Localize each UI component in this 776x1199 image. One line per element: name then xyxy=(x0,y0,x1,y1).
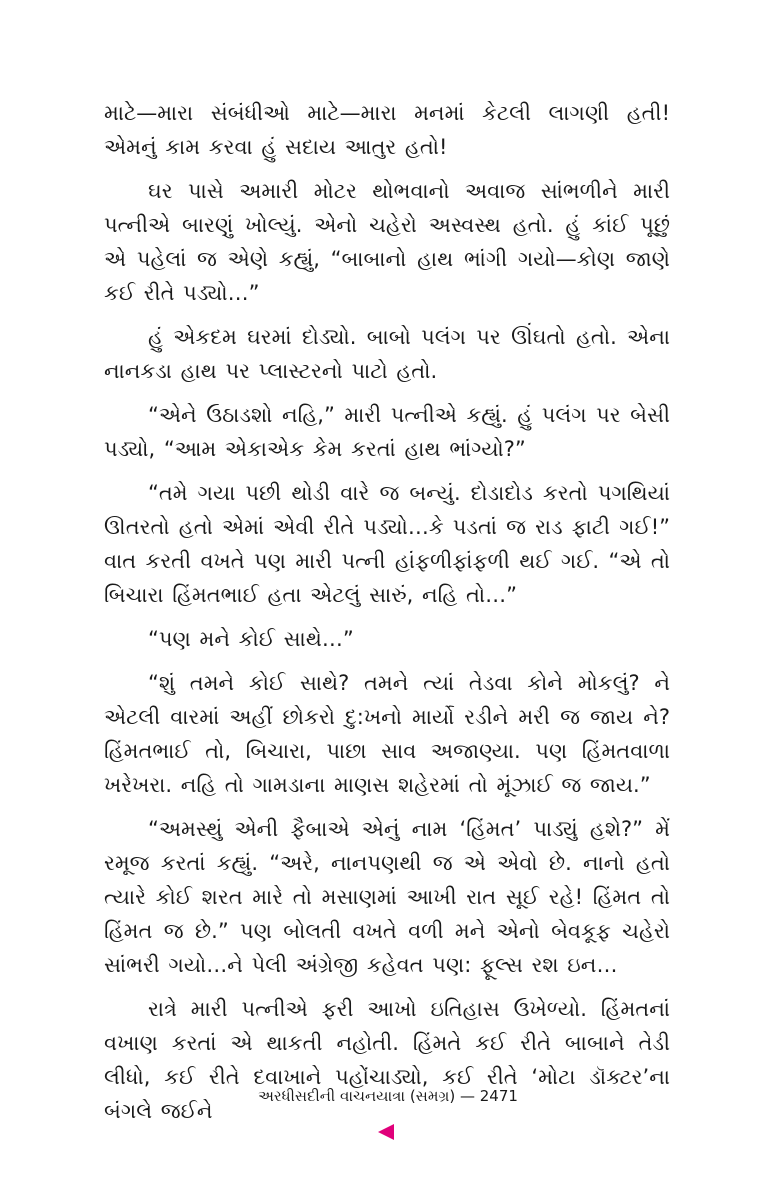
previous-page-arrow-icon[interactable] xyxy=(378,1124,394,1140)
paragraph-6: “પણ મને કોઈ સાથે…” xyxy=(148,627,354,651)
paragraph-5: “તમે ગયા પછી થોડી વારે જ બન્યું. દોડાદોડ કરતો પગથિયાં ઊતરતો હતો એમાં એવી રીતે પડ્યો…કે પડતાં જ રાડ ફાટી ગઈ!” વાત કરતી વખતે પણ મારી પત્ની હાંફળીફાંફળી થઈ ગઈ. “એ તો બિચારા હિંમતભાઈ હતા એટલું સારું, નહિ તો…” xyxy=(104,481,670,607)
paragraph-2: ઘર પાસે અમારી મોટર થોભવાનો અવાજ સાંભળીને મારી પત્નીએ બારણું ખોલ્યું. એનો ચહેરો અસ્વસ્થ હતો. હું કાંઈ પૂછું એ પહેલાં જ એણે કહ્યું, “બાબાનો હાથ ભાંગી ગયો—કોણ જાણે કઈ રીતે પડ્યો…” xyxy=(104,179,670,305)
page-footer: અરધીસદીની વાચનયાત્રા (સમગ્ર) — 2471 xyxy=(258,1087,518,1105)
paragraph-1: માટે—મારા સંબંધીઓ માટે—મારા મનમાં કેટલી લાગણી હતી! એમનું કામ કરવા હું સદાય આતુર હતો! xyxy=(104,101,670,159)
body-text xyxy=(104,96,670,1138)
paragraph-9: રાત્રે મારી પત્નીએ ફરી આખો ઇતિહાસ ઉખેળ્યો. હિંમતનાં વખાણ કરતાં એ થાકતી નહોતી. હિંમતે કઈ રીતે બાબાને તેડી લીધો, કઈ રીતે દવાખાને પહોંચાડ્યો, કઈ રીતે ‘મોટા ડૉક્ટર’ના બંગલે જઈને xyxy=(104,997,670,1123)
paragraph-4: “એને ઉઠાડશો નહિ,” મારી પત્નીએ કહ્યું. હું પલંગ પર બેસી પડ્યો, “આમ એકાએક કેમ કરતાં હાથ ભાંગ્યો?” xyxy=(104,403,670,461)
paragraph-7: “શું તમને કોઈ સાથે? તમને ત્યાં તેડવા કોને મોકલું? ને એટલી વારમાં અહીં છોકરો દુ:ખનો માર્યો રડીને મરી જ જાય ને? હિંમતભાઈ તો, બિચારા, પાછા સાવ અજાણ્યા. પણ હિંમતવાળા ખરેખરા. નહિ તો ગામડાના માણસ શહેરમાં તો મૂંઝાઈ જ જાય.” xyxy=(104,671,670,797)
paragraph-3: હું એકદમ ઘરમાં દોડ્યો. બાબો પલંગ પર ઊંઘતો હતો. એના નાનકડા હાથ પર પ્લાસ્ટરનો પાટો હતો. xyxy=(104,325,670,383)
paragraph-8: “અમસ્થું એની ફૈબાએ એનું નામ ‘હિંમત’ પાડ્યું હશે?” મેં રમૂજ કરતાં કહ્યું. “અરે, નાનપણથી જ એ એવો છે. નાનો હતો ત્યારે કોઈ શરત મારે તો મસાણમાં આખી રાત સૂઈ રહે! હિંમત તો હિંમત જ છે.” પણ બોલતી વખતે વળી મને એનો બેવકૂફ ચહેરો સાંભરી ગયો…ને પેલી અંગ્રેજી કહેવત પણ: ફૂલ્સ રશ ઇન… xyxy=(104,817,670,977)
